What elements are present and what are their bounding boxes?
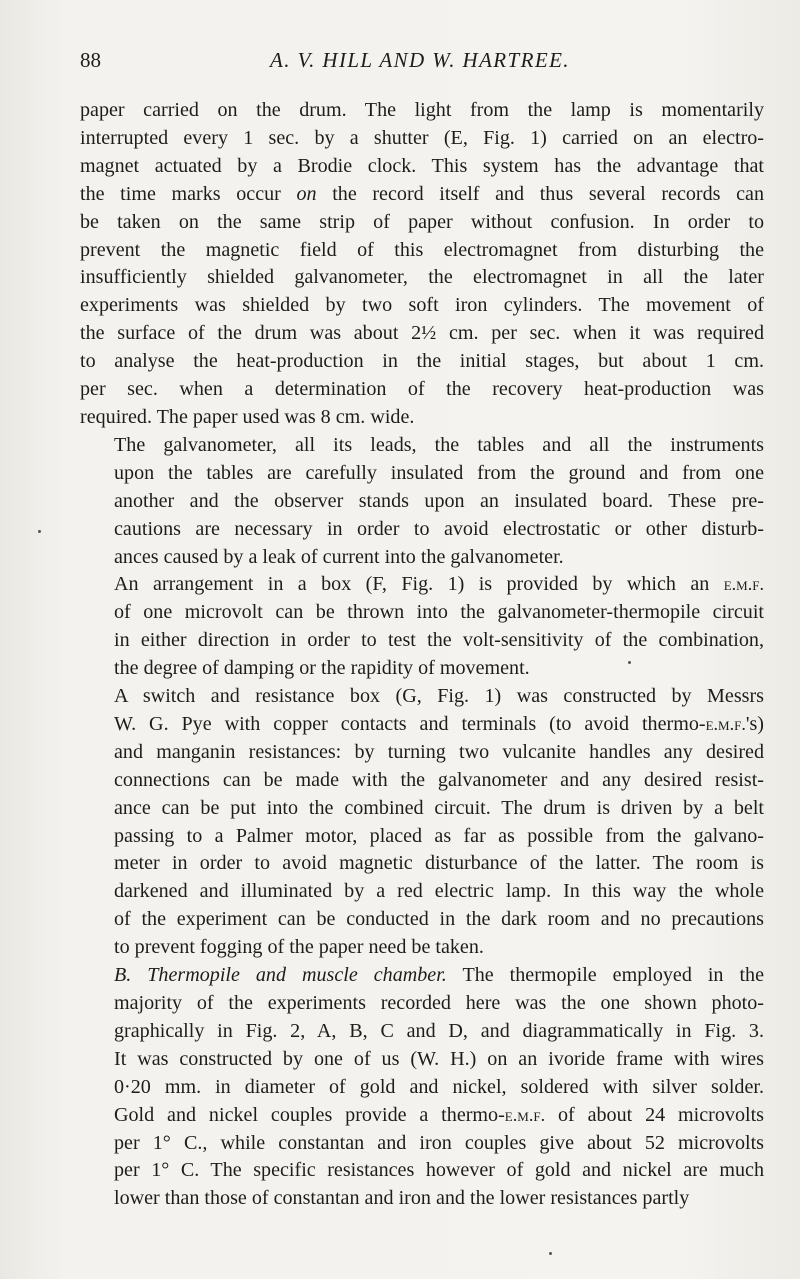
text-line: prevent the magnetic field of this electromagnet from disturbing the (80, 238, 764, 261)
text-line: A switch and resistance box (G, Fig. 1) was constructed by Messrs (114, 685, 764, 708)
text-line: magnet actuated by a Brodie clock. This system has the advantage that (80, 154, 764, 177)
paragraph (80, 683, 764, 962)
text-line: cautions are necessary in order to avoid electrostatic or other disturb- (114, 517, 764, 540)
text-line: of the experiment can be conducted in the dark room and no precautions (114, 908, 764, 931)
text-line: B. Thermopile and muscle chamber. The thermopile employed in the (114, 964, 764, 987)
text-line: graphically in Fig. 2, A, B, C and D, and diagrammatically in Fig. 3. (114, 1019, 764, 1042)
text-line: lower than those of constantan and iron and the lower resistances partly (114, 1187, 690, 1210)
speck-mark (549, 1252, 552, 1255)
text-line: meter in order to avoid magnetic disturbance of the latter. The room is (114, 852, 764, 875)
text-line: ances caused by a leak of current into the galvanometer. (114, 545, 564, 568)
text-line: to analyse the heat-production in the initial stages, but about 1 cm. (80, 350, 764, 373)
page-number: 88 (80, 48, 101, 72)
text-line: experiments was shielded by two soft iron cylinders. The movement of (80, 294, 764, 317)
paragraph (80, 97, 764, 432)
text-line: connections can be made with the galvanometer and any desired resist- (114, 768, 764, 791)
text-line: another and the observer stands upon an insulated board. These pre- (114, 489, 764, 512)
text-line: The galvanometer, all its leads, the tables and all the instruments (114, 433, 764, 456)
text-line: insufficiently shielded galvanometer, the electromagnet in all the later (80, 266, 764, 289)
text-line: per sec. when a determination of the recovery heat-production was (80, 378, 764, 401)
text-line: in either direction in order to test the volt-sensitivity of the combination, (114, 629, 764, 652)
text-line: per 1° C. The specific resistances however of gold and nickel are much (114, 1159, 764, 1182)
paragraph (80, 571, 764, 683)
running-head: A. V. HILL AND W. HARTREE. (270, 48, 570, 72)
text-line: to prevent fogging of the paper need be taken. (114, 936, 484, 959)
text-line: It was constructed by one of us (W. H.) on an ivoride frame with wires (114, 1047, 764, 1070)
body-text (80, 97, 764, 1213)
text-line: the time marks occur on the record itself and thus several records can (80, 182, 764, 205)
text-line: Gold and nickel couples provide a thermo-e.m.f. of about 24 microvolts (114, 1103, 764, 1126)
text-line: be taken on the same strip of paper without confusion. In order to (80, 210, 764, 233)
text-line: W. G. Pye with copper contacts and terminals (to avoid thermo-e.m.f.'s) (114, 712, 764, 735)
text-line: interrupted every 1 sec. by a shutter (E, Fig. 1) carried on an electro- (80, 126, 764, 149)
text-line: paper carried on the drum. The light from the lamp is momentarily (80, 99, 764, 121)
text-line: An arrangement in a box (F, Fig. 1) is provided by which an e.m.f. (114, 573, 764, 596)
speck-mark (628, 661, 631, 664)
text-line: of one microvolt can be thrown into the galvanometer-thermopile circuit (114, 601, 764, 624)
text-line: 0·20 mm. in diameter of gold and nickel, soldered with silver solder. (114, 1075, 764, 1098)
paragraph (80, 962, 764, 1213)
text-line: required. The paper used was 8 cm. wide. (80, 405, 415, 428)
text-line: per 1° C., while constantan and iron couples give about 52 microvolts (114, 1131, 764, 1154)
text-line: the degree of damping or the rapidity of movement. (114, 657, 530, 680)
text-line: passing to a Palmer motor, placed as far as possible from the galvano- (114, 824, 764, 847)
text-line: majority of the experiments recorded here was the one shown photo- (114, 992, 764, 1014)
text-line: and manganin resistances: by turning two vulcanite handles any desired (114, 740, 764, 763)
text-line: ance can be put into the combined circuit. The drum is driven by a belt (114, 796, 764, 819)
text-line: the surface of the drum was about 2½ cm. per sec. when it was required (80, 322, 764, 345)
speck-mark (38, 530, 41, 533)
text-line: darkened and illuminated by a red electric lamp. In this way the whole (114, 880, 764, 903)
paragraph (80, 432, 764, 572)
page-header (80, 48, 760, 78)
text-line: upon the tables are carefully insulated from the ground and from one (114, 461, 764, 484)
